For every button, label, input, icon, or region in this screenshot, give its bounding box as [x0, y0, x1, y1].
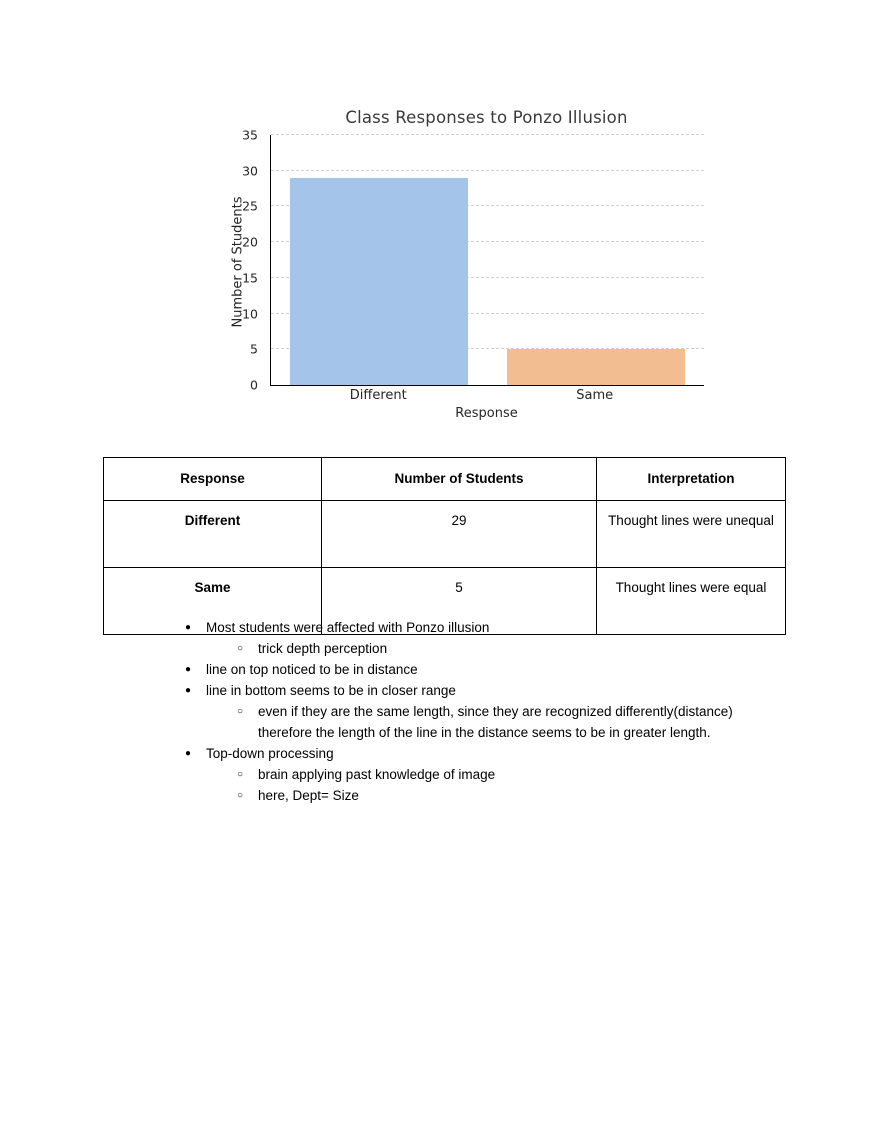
- chart-y-axis-label: Number of Students: [230, 196, 246, 328]
- chart-title: Class Responses to Ponzo Illusion: [345, 108, 628, 127]
- filled-bullet-icon: ●: [185, 664, 192, 675]
- list-item: [178, 638, 796, 659]
- hollow-bullet-icon: ○: [237, 643, 244, 654]
- cell-interpretation: Thought lines were unequal: [597, 501, 786, 568]
- column-header-interpretation: Interpretation: [597, 458, 786, 501]
- column-header-response: Response: [104, 458, 322, 501]
- list-item-text: trick depth perception: [258, 641, 388, 656]
- list-item: [178, 701, 796, 743]
- hollow-bullet-icon: ○: [237, 790, 244, 801]
- y-tick-label: 5: [250, 341, 258, 357]
- hollow-bullet-icon: ○: [237, 769, 244, 780]
- list-item-text: even if they are the same length, since they are recognized differently(distance) therefore the length of the line in the distance seems to be in greater length.: [258, 704, 733, 740]
- list-item: [178, 659, 796, 680]
- y-tick-label: 20: [242, 234, 258, 250]
- chart-y-tick-labels: [225, 127, 266, 393]
- y-tick-label: 10: [242, 306, 258, 322]
- list-item-text: line in bottom seems to be in closer range: [206, 683, 456, 698]
- list-item-text: Most students were affected with Ponzo illusion: [206, 620, 490, 635]
- filled-bullet-icon: ●: [185, 748, 192, 759]
- table-header-row: [104, 458, 786, 501]
- filled-bullet-icon: ●: [185, 622, 192, 633]
- list-item-text: brain applying past knowledge of image: [258, 767, 496, 782]
- list-item-text: line on top noticed to be in distance: [206, 662, 418, 677]
- list-item: [178, 680, 796, 701]
- table-row: [104, 501, 786, 568]
- x-tick-label: Same: [576, 388, 614, 403]
- bar-chart: [225, 100, 705, 425]
- gridline: [271, 170, 704, 171]
- hollow-bullet-icon: ○: [237, 706, 244, 717]
- x-tick-label: Different: [349, 388, 407, 403]
- chart-plot-area: [270, 135, 704, 386]
- list-item: [178, 743, 796, 764]
- gridline: [271, 134, 704, 135]
- chart-x-tick-labels: [270, 388, 703, 406]
- list-item: [178, 617, 796, 638]
- bar-different: [290, 178, 468, 385]
- cell-count: 29: [322, 501, 597, 568]
- y-tick-label: 30: [242, 163, 258, 179]
- list-item-text: Top-down processing: [206, 746, 334, 761]
- list-item: [178, 785, 796, 806]
- list-item: [178, 764, 796, 785]
- cell-response: Same: [104, 568, 322, 635]
- y-tick-label: 15: [242, 270, 258, 286]
- cell-interpretation: Thought lines were equal: [597, 568, 786, 635]
- bar-same: [507, 349, 685, 385]
- chart-x-axis-label: Response: [455, 406, 518, 421]
- column-header-number-of-students: Number of Students: [322, 458, 597, 501]
- y-tick-label: 0: [250, 377, 258, 393]
- cell-count: 5: [322, 568, 597, 635]
- y-tick-label: 35: [242, 127, 258, 143]
- notes-list: [178, 617, 796, 806]
- list-item-text: here, Dept= Size: [258, 788, 359, 803]
- y-tick-label: 25: [242, 198, 258, 214]
- cell-response: Different: [104, 501, 322, 568]
- filled-bullet-icon: ●: [185, 685, 192, 696]
- responses-table: [103, 457, 786, 635]
